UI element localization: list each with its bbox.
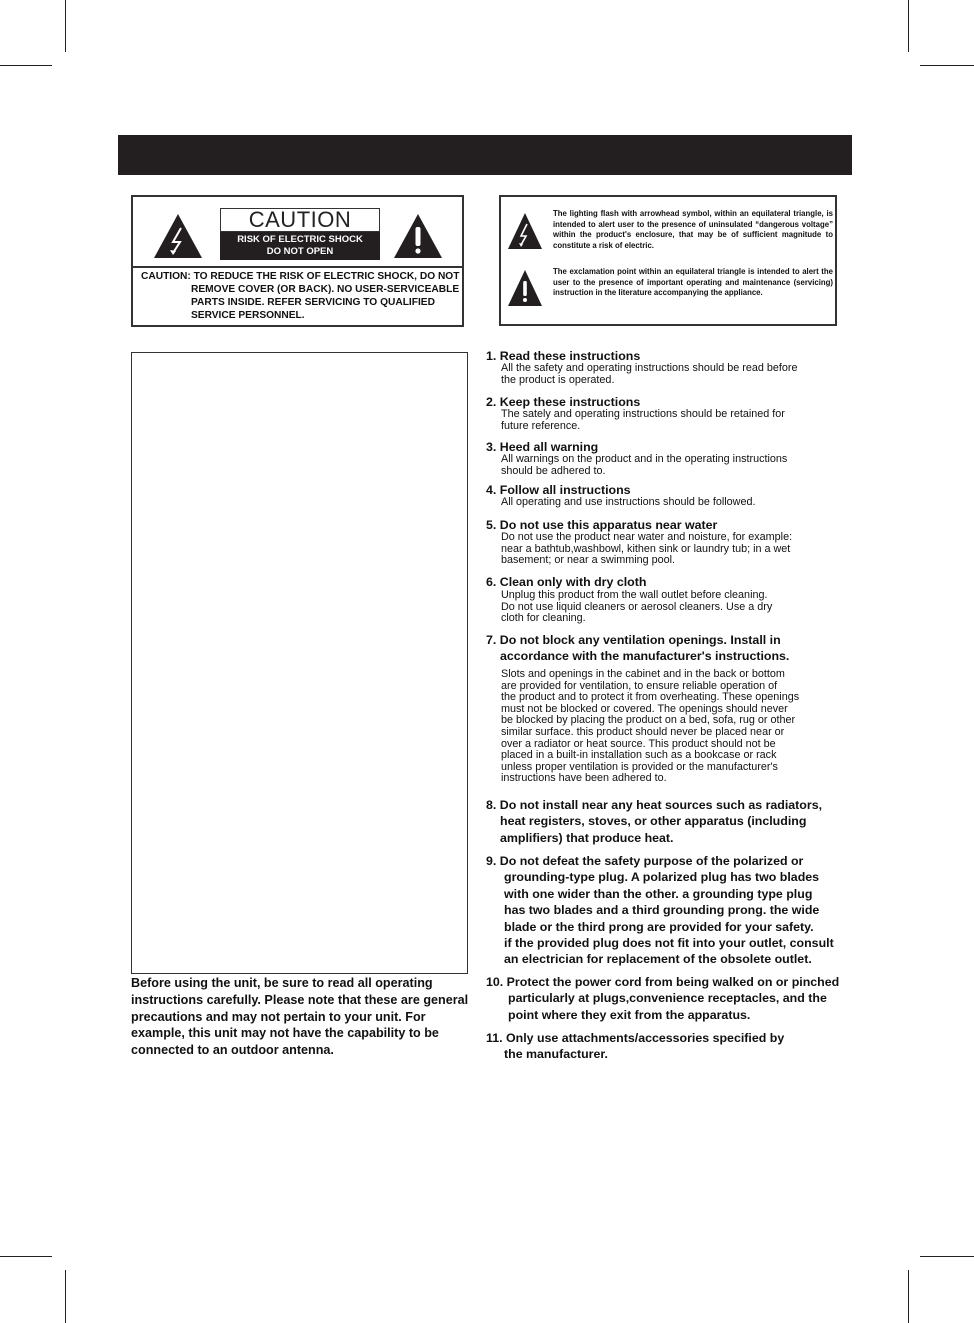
exclamation-warning-icon: [393, 213, 443, 259]
heading-line: point where they exit from the apparatus.: [508, 1007, 751, 1022]
heading-line: if the provided plug does not fit into your outlet, consult: [504, 936, 834, 951]
heading-line: 4. Follow all instructions: [486, 483, 631, 497]
instruction-body: [501, 363, 798, 386]
instruction-body: [501, 590, 772, 625]
caution-divider: [133, 266, 462, 268]
body-line: be blocked by placing the product on a bed, sofa, rug or other: [501, 714, 796, 727]
heading-line: 6. Clean only with dry cloth: [486, 575, 647, 589]
body-line: placed in a built-in installation such as a bookcase or rack: [501, 749, 777, 762]
caution-text-line: CAUTION: TO REDUCE THE RISK OF ELECTRIC SHOCK, DO NOT: [141, 271, 460, 282]
section-header-bar: [118, 135, 852, 175]
lightning-warning-icon: [507, 212, 543, 250]
body-line: Slots and openings in the cabinet and in the back or bottom: [501, 668, 785, 680]
body-line: instructions have been adhered to.: [501, 772, 667, 785]
body-line: the product is operated.: [501, 373, 615, 386]
lightning-symbol-text: The lighting flash with arrowhead symbol, within an equilateral triangle, is intended to alert user to the presence of uninsulated “dangerous voltage” within the product's enclosure, that may be of sufficient magnitude to constitute a risk of electric.: [553, 209, 833, 250]
body-line: unless proper ventilation is provided or the manufacturer's: [501, 760, 778, 773]
heading-line: 11. Only use attachments/accessories specified by: [486, 1031, 785, 1045]
instruction-body: [501, 497, 756, 509]
heading-line: blade or the third prong are provided for your safety.: [504, 919, 814, 934]
heading-line: particularly at plugs,convenience receptacles, and the: [508, 991, 827, 1006]
body-line: All warnings on the product and in the operating instructions: [501, 453, 788, 465]
instruction-heading: [486, 632, 789, 665]
instruction-heading: [486, 797, 822, 846]
caution-text-line: SERVICE PERSONNEL.: [191, 310, 305, 321]
body-line: are provided for ventilation, to ensure reliable operation of: [501, 679, 778, 692]
body-line: The sately and operating instructions should be retained for: [501, 408, 785, 420]
body-line: All the safety and operating instructions should be read before: [501, 362, 798, 374]
heading-line: 5. Do not use this apparatus near water: [486, 518, 718, 532]
body-line: basement; or near a swimming pool.: [501, 554, 676, 567]
crop-mark: [65, 1270, 66, 1323]
heading-line: the manufacturer.: [504, 1047, 608, 1062]
crop-mark: [908, 0, 909, 52]
body-line: future reference.: [501, 419, 581, 432]
body-line: All operating and use instructions should be followed.: [501, 496, 756, 508]
body-line: should be adhered to.: [501, 464, 606, 477]
body-line: must not be blocked or covered. The openings should never: [501, 702, 788, 715]
caution-subtitle-line: DO NOT OPEN: [266, 246, 334, 257]
instruction-heading: [486, 974, 839, 1023]
symbol-explanation-box: [499, 195, 837, 326]
heading-line: 8. Do not install near any heat sources such as radiators,: [486, 798, 823, 812]
body-line: over a radiator or heat source. This product should not be: [501, 737, 776, 750]
intro-paragraph: Before using the unit, be sure to read all operating instructions carefully. Please note that these are general precautions and may not pertain to your unit. For example, this unit may not have the capability to be connected to an outdoor antenna.: [131, 976, 469, 1058]
heading-line: an electrician for replacement of the obsolete outlet.: [504, 952, 812, 967]
exclamation-symbol-text: The exclamation point within an equilateral triangle is intended to alert the user to the presence of important operating and maintenance (servicing) instruction in the literature accompanying the appliance.: [553, 267, 833, 297]
caution-text-line: REMOVE COVER (OR BACK). NO USER-SERVICEABLE: [191, 284, 460, 295]
instruction-body: [501, 454, 787, 477]
body-line: Unplug this product from the wall outlet before cleaning.: [501, 589, 768, 601]
heading-line: heat registers, stoves, or other apparatus (including: [500, 814, 807, 829]
crop-mark: [908, 1270, 909, 1323]
crop-mark: [920, 1256, 974, 1257]
crop-mark: [65, 0, 66, 52]
crop-mark: [0, 65, 52, 66]
instruction-body: [501, 669, 799, 785]
body-line: similar surface. this product should never be placed near or: [501, 725, 785, 738]
exclamation-warning-icon: [507, 269, 543, 307]
caution-text-line: PARTS INSIDE. REFER SERVICING TO QUALIFIED: [191, 297, 435, 308]
caution-subtitle: [220, 232, 380, 260]
body-line: the product and to protect it from overheating. These openings: [501, 691, 800, 704]
heading-line: amplifiers) that produce heat.: [500, 830, 674, 845]
crop-mark: [0, 1256, 52, 1257]
heading-line: with one wider than the other. a grounding type plug: [504, 886, 813, 901]
instruction-heading: [486, 853, 834, 968]
heading-line: accordance with the manufacturer's instructions.: [500, 649, 790, 664]
crop-mark: [920, 65, 974, 66]
instruction-heading: [486, 574, 646, 590]
caution-subtitle-line: RISK OF ELECTRIC SHOCK: [237, 234, 363, 245]
heading-line: 7. Do not block any ventilation openings. Install in: [486, 633, 781, 647]
caution-label: [131, 195, 464, 327]
blank-content-frame: [131, 352, 468, 974]
heading-line: 1. Read these instructions: [486, 349, 641, 363]
instruction-body: [501, 409, 785, 432]
heading-line: has two blades and a third grounding prong. the wide: [504, 903, 820, 918]
body-line: Do not use liquid cleaners or aerosol cleaners. Use a dry: [501, 600, 773, 613]
heading-line: 3. Heed all warning: [486, 440, 599, 454]
caution-title: CAUTION: [220, 208, 380, 232]
heading-line: 2. Keep these instructions: [486, 395, 641, 409]
body-line: cloth for cleaning.: [501, 612, 586, 625]
body-line: Do not use the product near water and noisture, for example:: [501, 531, 793, 543]
heading-line: 9. Do not defeat the safety purpose of the polarized or: [486, 854, 804, 868]
instruction-heading: [486, 1030, 784, 1063]
body-line: near a bathtub,washbowl, kithen sink or laundry tub; in a wet: [501, 542, 791, 555]
heading-line: 10. Protect the power cord from being walked on or pinched: [486, 975, 840, 989]
instruction-body: [501, 532, 792, 567]
lightning-warning-icon: [153, 213, 203, 259]
heading-line: grounding-type plug. A polarized plug has two blades: [504, 870, 820, 885]
